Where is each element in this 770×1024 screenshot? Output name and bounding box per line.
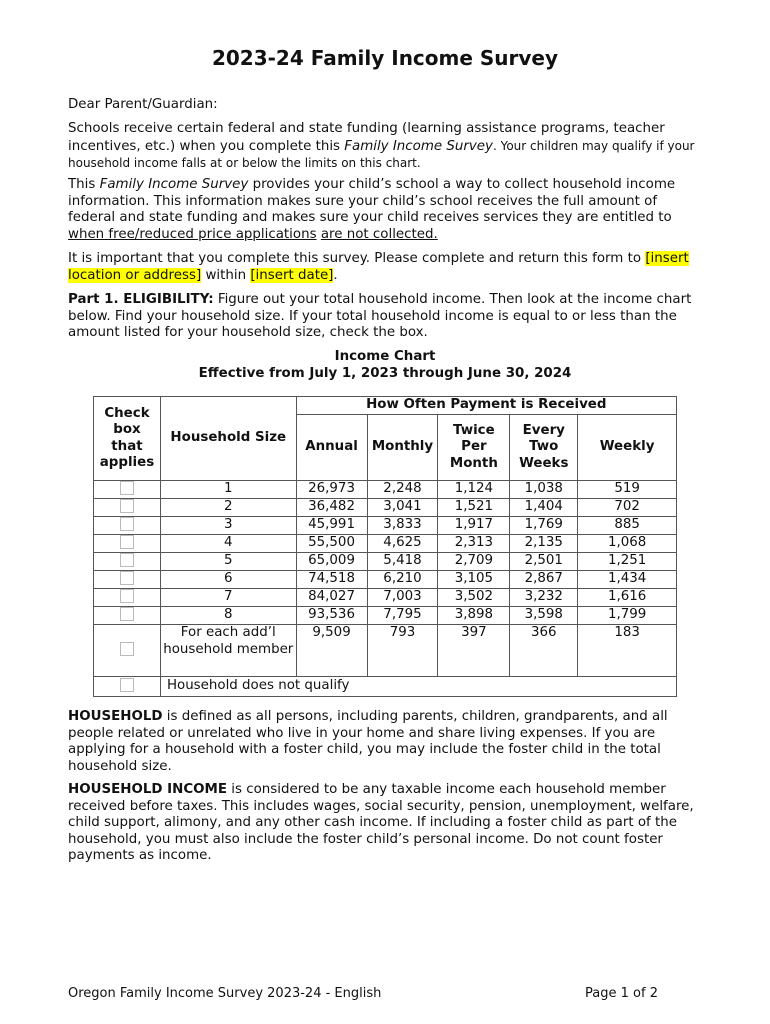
checkbox-not-qualify[interactable] <box>120 678 134 692</box>
cell-every-two: 1,404 <box>510 499 578 517</box>
cell-size-additional: For each add’l household member <box>160 625 296 677</box>
cell-annual-additional: 9,509 <box>296 625 367 677</box>
cell-twice: 1,917 <box>438 517 510 535</box>
header-twice-per-month: Twice Per Month <box>438 415 510 481</box>
cell-every-two-additional: 366 <box>510 625 578 677</box>
cell-every-two: 2,501 <box>510 553 578 571</box>
cell-annual: 84,027 <box>296 589 367 607</box>
cell-weekly: 702 <box>578 499 677 517</box>
header-payment-frequency: How Often Payment is Received <box>296 397 676 415</box>
location-placeholder: [insert location or address] <box>68 251 689 283</box>
cell-weekly: 1,434 <box>578 571 677 589</box>
intro-paragraph: Schools receive certain federal and state funding (learning assistance programs, teacher incentives, etc.) when you complete this Family Income Survey. Your children may qualify if your household income falls at or below the limits on this chart. <box>68 121 695 170</box>
header-weekly: Weekly <box>578 415 677 481</box>
income-row <box>94 517 677 535</box>
cell-monthly: 7,795 <box>367 607 438 625</box>
footer-page-number: Page 1 of 2 <box>585 986 658 1001</box>
cell-every-two: 1,769 <box>510 517 578 535</box>
header-household-size: Household Size <box>160 397 296 481</box>
cell-annual: 93,536 <box>296 607 367 625</box>
cell-twice-additional: 397 <box>438 625 510 677</box>
not-qualify-label: Household does not qualify <box>160 677 676 697</box>
cell-every-two: 3,232 <box>510 589 578 607</box>
cell-twice: 1,521 <box>438 499 510 517</box>
checkbox-additional-member[interactable] <box>120 642 134 656</box>
checkbox-household-8[interactable] <box>120 607 134 621</box>
cell-size: 1 <box>160 481 296 499</box>
cell-monthly-additional: 793 <box>367 625 438 677</box>
checkbox-household-1[interactable] <box>120 481 134 495</box>
income-chart-title: Income Chart <box>334 349 436 364</box>
income-row <box>94 589 677 607</box>
cell-annual: 26,973 <box>296 481 367 499</box>
income-chart-heading <box>0 348 770 382</box>
cell-size: 2 <box>160 499 296 517</box>
cell-size: 8 <box>160 607 296 625</box>
cell-weekly: 885 <box>578 517 677 535</box>
not-qualify-row <box>94 677 677 697</box>
checkbox-household-6[interactable] <box>120 571 134 585</box>
household-income-definition: HOUSEHOLD INCOME is considered to be any taxable income each household member received before taxes. This includes wages, social security, pension, unemployment, welfare, child support, alimony, and any other cash income. If including a foster child as part of the household, you must also include the foster child’s personal income. Do not count foster payments as income. <box>68 782 694 863</box>
cell-size: 3 <box>160 517 296 535</box>
header-check-box: Check box that applies <box>94 397 161 481</box>
cell-size: 5 <box>160 553 296 571</box>
income-row <box>94 553 677 571</box>
income-row <box>94 607 677 625</box>
cell-every-two: 3,598 <box>510 607 578 625</box>
cell-annual: 74,518 <box>296 571 367 589</box>
cell-weekly: 1,616 <box>578 589 677 607</box>
checkbox-household-4[interactable] <box>120 535 134 549</box>
cell-weekly: 1,799 <box>578 607 677 625</box>
cell-annual: 65,009 <box>296 553 367 571</box>
checkbox-household-2[interactable] <box>120 499 134 513</box>
income-row <box>94 499 677 517</box>
income-row <box>94 535 677 553</box>
greeting: Dear Parent/Guardian: <box>68 97 218 112</box>
cell-size: 6 <box>160 571 296 589</box>
header-monthly: Monthly <box>367 415 438 481</box>
cell-twice: 2,709 <box>438 553 510 571</box>
cell-twice: 2,313 <box>438 535 510 553</box>
cell-every-two: 2,867 <box>510 571 578 589</box>
footer-document-name: Oregon Family Income Survey 2023-24 - English <box>68 986 382 1001</box>
cell-monthly: 4,625 <box>367 535 438 553</box>
purpose-paragraph: This Family Income Survey provides your child’s school a way to collect household income information. This information makes sure your child’s school receives the full amount of federal and state funding and makes sure your child receives services they are entitled to when free/reduced price applications are not collected. <box>68 177 676 242</box>
cell-size: 4 <box>160 535 296 553</box>
cell-annual: 36,482 <box>296 499 367 517</box>
cell-weekly: 519 <box>578 481 677 499</box>
income-row <box>94 571 677 589</box>
income-table <box>93 396 677 697</box>
cell-weekly-additional: 183 <box>578 625 677 677</box>
household-definition: HOUSEHOLD is defined as all persons, including parents, children, grandparents, and all people related or unrelated who live in your home and share living expenses. If you are applying for a household with a foster child, you may include the foster child in the total household size. <box>68 709 668 774</box>
cell-twice: 3,105 <box>438 571 510 589</box>
cell-weekly: 1,068 <box>578 535 677 553</box>
cell-twice: 1,124 <box>438 481 510 499</box>
checkbox-household-5[interactable] <box>120 553 134 567</box>
cell-monthly: 3,833 <box>367 517 438 535</box>
cell-weekly: 1,251 <box>578 553 677 571</box>
cell-every-two: 2,135 <box>510 535 578 553</box>
header-every-two-weeks: Every Two Weeks <box>510 415 578 481</box>
cell-annual: 45,991 <box>296 517 367 535</box>
income-row <box>94 481 677 499</box>
cell-size: 7 <box>160 589 296 607</box>
cell-annual: 55,500 <box>296 535 367 553</box>
checkbox-household-3[interactable] <box>120 517 134 531</box>
date-placeholder: [insert date] <box>250 267 334 283</box>
additional-member-row <box>94 625 677 677</box>
page-footer <box>68 986 658 1001</box>
page-title: 2023-24 Family Income Survey <box>211 46 559 70</box>
header-annual: Annual <box>296 415 367 481</box>
cell-every-two: 1,038 <box>510 481 578 499</box>
cell-monthly: 5,418 <box>367 553 438 571</box>
income-chart-subtitle: Effective from July 1, 2023 through June 30, 2024 <box>198 366 572 381</box>
cell-monthly: 6,210 <box>367 571 438 589</box>
cell-monthly: 7,003 <box>367 589 438 607</box>
cell-monthly: 2,248 <box>367 481 438 499</box>
instruction-paragraph: It is important that you complete this survey. Please complete and return this form to [insert location or address] within [insert date]. <box>68 251 689 283</box>
cell-twice: 3,502 <box>438 589 510 607</box>
cell-monthly: 3,041 <box>367 499 438 517</box>
income-rows <box>94 481 677 625</box>
checkbox-household-7[interactable] <box>120 589 134 603</box>
part1-eligibility: Part 1. ELIGIBILITY: Figure out your total household income. Then look at the income chart below. Find your household size. If your total household income is equal to or less than the amount listed for your household size, check the box. <box>68 292 692 340</box>
cell-twice: 3,898 <box>438 607 510 625</box>
